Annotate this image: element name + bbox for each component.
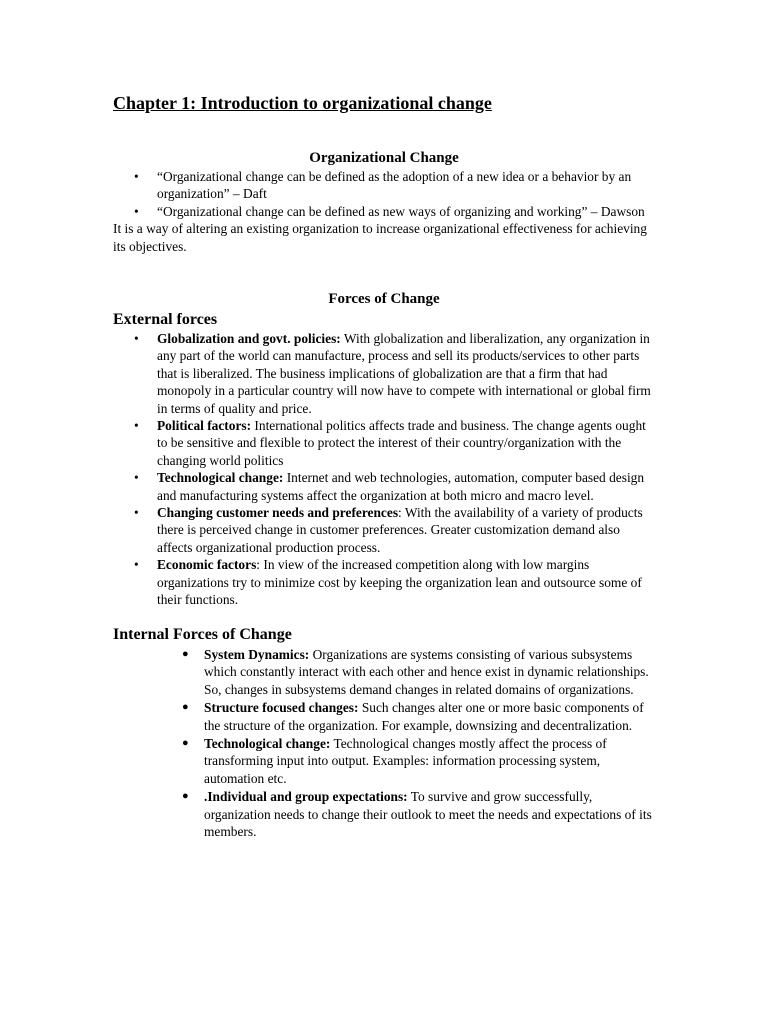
force-description: Internet and web technologies, automation, computer based design and manufacturing systems affect the organization at both micro and macro level. xyxy=(157,470,645,503)
definition-item xyxy=(113,203,658,220)
external-force-item xyxy=(113,504,658,556)
force-term: Political factors: xyxy=(157,418,252,434)
internal-force-item xyxy=(182,788,658,840)
force-term: Globalization and govt. policies: xyxy=(157,331,341,346)
internal-forces-heading: Internal Forces of Change xyxy=(113,626,292,643)
force-term: System Dynamics: xyxy=(204,647,310,662)
force-description: International politics affects trade and business. The change agents ought to be sensitive and flexible to protect the interest of their country/organization with the changing world politics xyxy=(157,418,646,468)
external-forces-heading: External forces xyxy=(113,311,218,328)
force-term: .Individual and group expectations: xyxy=(204,789,408,805)
external-forces-list xyxy=(113,330,658,609)
external-force-item xyxy=(113,417,658,469)
org-change-block xyxy=(113,168,658,255)
force-description: With globalization and liberalization, any organization in any part of the world can manufacture, process and sell its products/services to other parts that is liberalized. The business implications of globalization are that a firm that had monopoly in a particular country will now have to compete with international or global firm in terms of quality and price. xyxy=(157,331,651,416)
definition-text: “Organizational change can be defined as new ways of organizing and working” – Dawson xyxy=(157,203,645,219)
internal-forces-list xyxy=(182,646,658,840)
force-description: To survive and grow successfully, organization needs to change their outlook to meet the needs and expectations of its members. xyxy=(204,789,652,840)
bullet-icon: • xyxy=(134,418,139,434)
bullet-icon: • xyxy=(134,331,139,346)
bullet-icon: ● xyxy=(182,701,189,714)
force-description: : With the availability of a variety of products there is perceived change in customer preferences. Greater customization demand also affects organizational production process. xyxy=(157,505,643,555)
definition-paragraph: It is a way of altering an existing organization to increase organizational effectiveness for achieving its objectives. xyxy=(113,221,647,254)
bullet-icon: • xyxy=(134,505,139,521)
external-forces-block xyxy=(113,330,658,609)
external-force-item xyxy=(113,556,658,608)
internal-force-item xyxy=(182,699,658,734)
force-description: Technological changes mostly affect the process of transforming input into output. Examples: information processing system, automation etc. xyxy=(204,736,607,786)
external-force-item xyxy=(113,330,658,417)
force-description: Such changes alter one or more basic components of the structure of the organization. For example, downsizing and decentralization. xyxy=(204,700,644,733)
definition-item xyxy=(113,168,658,203)
force-term: Technological change: xyxy=(157,470,284,486)
bullet-icon: • xyxy=(134,470,139,486)
bullet-icon: • xyxy=(134,203,139,219)
section-heading-forces-of-change: Forces of Change xyxy=(328,291,440,307)
internal-force-item xyxy=(182,735,658,787)
external-force-item xyxy=(113,469,658,504)
chapter-title: Chapter 1: Introduction to organizational change xyxy=(113,93,492,113)
bullet-icon: ● xyxy=(182,648,189,660)
bullet-icon: • xyxy=(134,169,139,184)
internal-force-item xyxy=(182,646,658,698)
definition-list xyxy=(113,168,658,220)
force-term: Structure focused changes: xyxy=(204,700,359,716)
force-term: Economic factors xyxy=(157,557,257,573)
internal-forces-block xyxy=(182,646,658,841)
force-description: : In view of the increased competition along with low margins organizations try to minimize cost by keeping the organization lean and outsource some of their functions. xyxy=(157,557,642,608)
definition-text: “Organizational change can be defined as the adoption of a new idea or a behavior by an organization” – Daft xyxy=(157,169,632,202)
bullet-icon: • xyxy=(134,557,139,573)
force-description: Organizations are systems consisting of various subsystems which constantly interact with each other and hence exist in dynamic relationships. So, changes in subsystems demand changes in related domains of organizations. xyxy=(204,647,649,697)
bullet-icon: ● xyxy=(182,737,189,750)
force-term: Technological change: xyxy=(204,736,331,752)
section-heading-organizational-change: Organizational Change xyxy=(309,150,459,166)
bullet-icon: ● xyxy=(182,790,189,803)
force-term: Changing customer needs and preferences xyxy=(157,505,399,521)
